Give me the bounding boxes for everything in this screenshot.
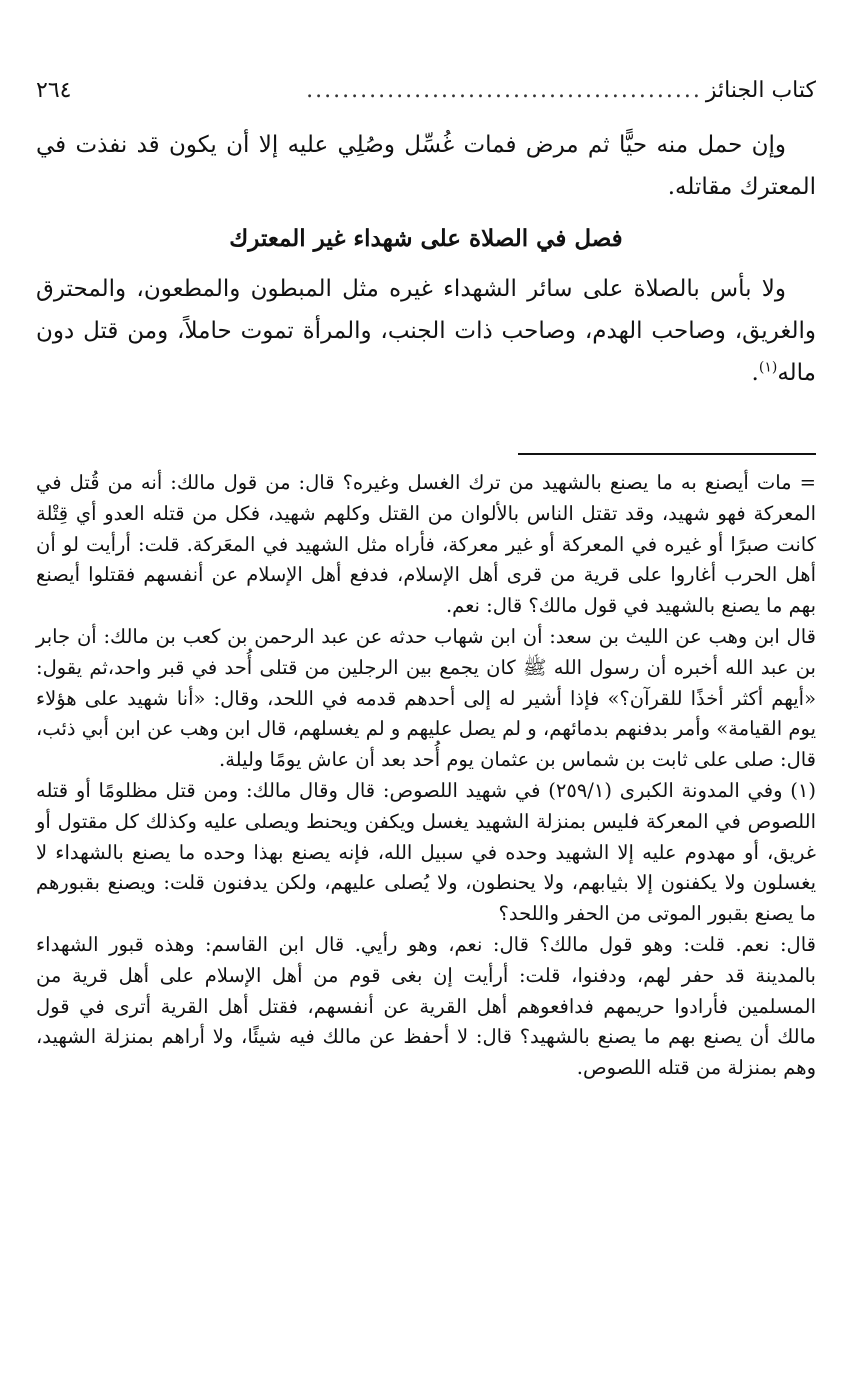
footnote-continued-2: قال ابن وهب عن الليث بن سعد: أن ابن شهاب حدثه عن عبد الرحمن بن كعب بن مالك: أن جابر بن عبد الله أخبره أن رسول الله ﷺ كان يجمع بين الرجلين من قتلى أُحد في قبر واحد،ثم يقول: «أيهم أكثر أخذًا للقرآن؟» فإذا أشير له إلى أحدهم قدمه في اللحد، وقال: «أنا شهيد على هؤلاء يوم القيامة» وأمر بدفنهم بدمائهم، و لم يصل عليهم و لم يغسلهم، قال ابن وهب عن ابن أبي ذئب، قال: صلى على ثابت بن شماس بن عثمان يوم أُحد بعد أن عاش يومًا وليلة. [36, 624, 816, 772]
footnote-continued-1: = مات أيصنع به ما يصنع بالشهيد من ترك الغسل وغيره؟ قال: من قول مالك: أنه من قُتل في المعركة فهو شهيد، وقد تقتل الناس بالألوان من القتل وكلهم شهيد، فكل من قتله العدو أي قِتْلة كانت صبرًا أو غيره في المعركة أو غير معركة، فأراه مثل الشهيد في المعَركة. قلت: أرأيت لو أن أهل الحرب أغاروا على قرية من قرى أهل الإسلام، فدفع أهل الإسلام عن أنفسهم فقتلوا أيصنع بهم ما يصنع بالشهيد في قول مالك؟ قال: نعم. [36, 471, 816, 618]
running-header [36, 76, 816, 106]
paragraph-2-end: . [751, 360, 759, 386]
paragraph-1: وإن حمل منه حيًّا ثم مرض فمات غُسِّل وصُلِي عليه إلا أن يكون قد نفذت في المعترك مقاتله. [36, 132, 816, 200]
footnote-ref-1[interactable]: (١) [758, 359, 778, 376]
paragraph-2-text: ولا بأس بالصلاة على سائر الشهداء غيره مثل المبطون والمطعون، والمحترق والغريق، وصاحب الهدم، وصاحب ذات الجنب، والمرأة تموت حاملاً، ومن قتل دون ماله [36, 276, 816, 386]
leader-dots: ............................................ [306, 78, 702, 103]
page-number: ٢٦٤ [36, 78, 72, 103]
main-text [36, 124, 816, 394]
footnote-separator [518, 453, 816, 455]
running-title: كتاب الجنائز [705, 78, 816, 103]
section-heading: فصل في الصلاة على شهداء غير المعترك [229, 225, 623, 252]
footnote-1: (١) وفي المدونة الكبرى (٢٥٩/١) في شهيد اللصوص: قال وقال مالك: ومن قتل مظلومًا أو قتله اللصوص في المعركة فليس بمنزلة الشهيد يغسل ويكفن ويحنط ويصلى عليه وكذلك كل مقتول أو غريق، أو مهدوم عليه إلا الشهيد وحده في سبيل الله، فإنه يصنع بهذا وحده ما يصنع بالشهداء لا يغسلون ولا يكفنون إلا بثيابهم، ولا يحنطون، ولا يُصلى عليهم، ولكن يدفنون قلت: ويصنع بقبورهم ما يصنع بقبور الموتى من الحفر واللحد؟ [36, 778, 817, 926]
paragraph-2 [36, 268, 816, 394]
footnote-1-continued: قال: نعم. قلت: وهو قول مالك؟ قال: نعم، وهو رأيي. قال ابن القاسم: وهذه قبور الشهداء بالمدينة قد حفر لهم، ودفنوا، قلت: أرأيت إن بغى قوم من أهل الإسلام على أهل قرية من المسلمين فأرادوا حريمهم فدافعوهم أهل القرية عن أنفسهم، فقتل أهل القرية أترى في قول مالك أن يصنع بهم ما يصنع بالشهيد؟ قال: لا أحفظ عن مالك فيه شيئًا، ولا أراهم بمنزلة الشهيد، وهم بمنزلة من قتله اللصوص. [36, 932, 816, 1080]
footnotes [36, 468, 816, 1084]
